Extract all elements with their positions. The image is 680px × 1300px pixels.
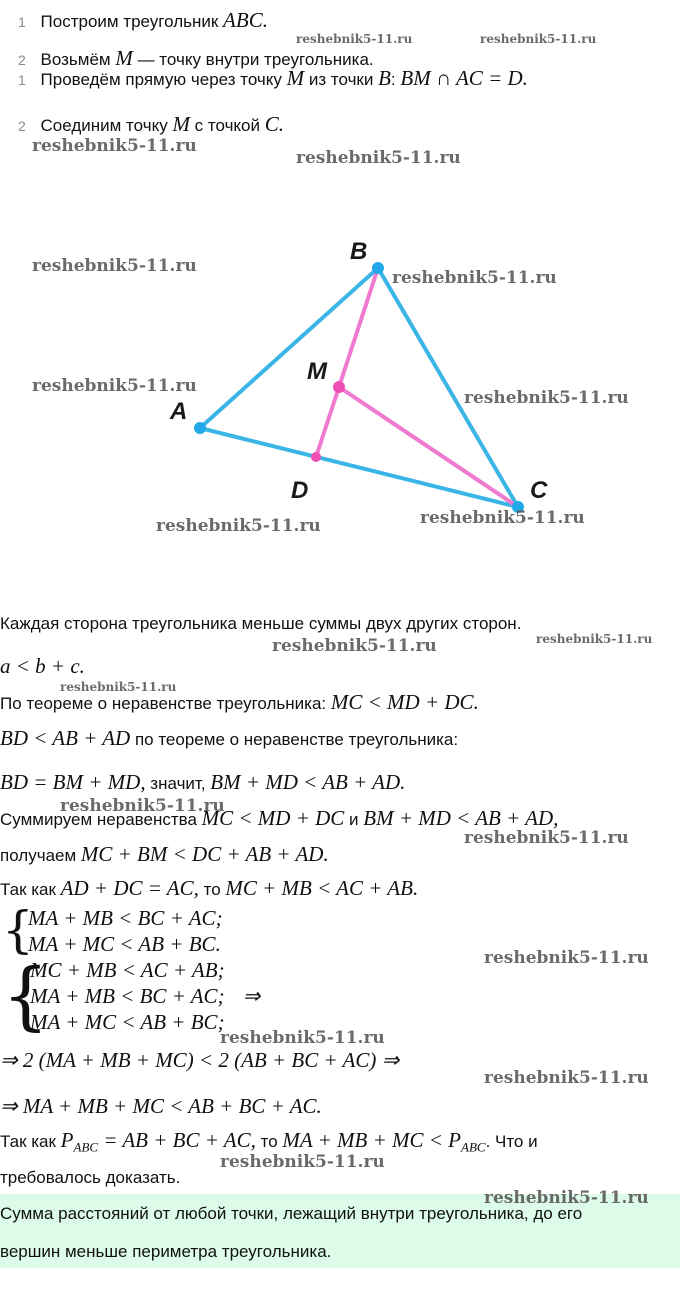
text: Суммируем неравенства — [0, 810, 202, 829]
text-line-4 — [0, 726, 458, 751]
formula-2: BM + MD < AB + AD, — [363, 806, 559, 830]
text: По теореме о неравенстве треугольника: — [0, 694, 331, 713]
formula: MC + BM < DC + AB + AD. — [80, 842, 329, 866]
watermark: reshebnik5-11.ru — [60, 680, 177, 694]
text-line-10 — [0, 1094, 322, 1119]
text-2: то — [198, 880, 226, 899]
watermark: reshebnik5-11.ru — [392, 268, 557, 288]
watermark: reshebnik5-11.ru — [272, 636, 437, 656]
text: Так как — [0, 880, 61, 899]
step-text: Проведём прямую через точку — [40, 70, 287, 89]
formula-3: MA + MB + MC < P — [282, 1128, 461, 1152]
watermark: reshebnik5-11.ru — [484, 1188, 649, 1208]
text: значит, — [145, 774, 211, 793]
formula-a-b-c — [0, 654, 85, 679]
watermark: reshebnik5-11.ru — [464, 388, 629, 408]
formula-2: = AB + BC + AC, — [98, 1128, 256, 1152]
watermark: reshebnik5-11.ru — [484, 948, 649, 968]
system-2-line-3 — [30, 1010, 225, 1035]
step-math-3: BM ∩ AC = D. — [400, 66, 528, 90]
step-text-2: с точкой — [189, 116, 265, 135]
system-2-line-1 — [30, 958, 225, 983]
step-text: Построим треугольник — [40, 12, 224, 31]
watermark: reshebnik5-11.ru — [420, 508, 585, 528]
system-1-line-1 — [28, 906, 223, 931]
system-1-brace: { — [2, 901, 34, 959]
step-number: 2 — [18, 118, 26, 134]
system-2-line-2 — [30, 984, 260, 1009]
conclusion-line-2: вершин меньше периметра треугольника. — [0, 1242, 332, 1261]
watermark: reshebnik5-11.ru — [484, 1068, 649, 1088]
step-text: Соединим точку — [40, 116, 173, 135]
text: по теореме о неравенстве треугольника: — [130, 730, 459, 749]
system-2-brace: { — [2, 953, 50, 1039]
text: Так как — [0, 1132, 61, 1151]
watermark: reshebnik5-11.ru — [32, 136, 197, 156]
text-line-8 — [0, 876, 418, 901]
text: получаем — [0, 846, 81, 865]
text-2: и — [344, 810, 364, 829]
label-c: C — [530, 477, 548, 504]
text-line-12: требовалось доказать. — [0, 1168, 181, 1187]
formula: MA + MB < BC + AC; — [30, 984, 225, 1008]
label-a: A — [170, 398, 188, 425]
conclusion-line-1: Сумма расстояний от любой точки, лежащий внутри треугольника, до его — [0, 1204, 583, 1223]
watermark: reshebnik5-11.ru — [220, 1028, 385, 1048]
formula: MA + MC < AB + BC. — [28, 932, 221, 956]
text-line-5 — [0, 770, 405, 795]
formula-2: BM + MD < AB + AD. — [210, 770, 406, 794]
point-m — [333, 381, 345, 393]
formula: ⇒ 2 (MA + MB + MC) < 2 (AB + BC + AC) ⇒ — [0, 1048, 400, 1072]
subscript: ABC — [73, 1139, 99, 1155]
formula: a < b + c. — [0, 654, 85, 678]
step-math-2: B — [378, 66, 391, 90]
step-text: Возьмём — [40, 50, 116, 69]
system-1-line-2 — [28, 932, 221, 957]
watermark: reshebnik5-11.ru — [536, 632, 653, 646]
watermark: reshebnik5-11.ru — [296, 32, 413, 46]
side-ac — [200, 428, 518, 507]
formula: MA + MB < BC + AC; — [28, 906, 223, 930]
watermark: reshebnik5-11.ru — [156, 516, 321, 536]
formula: BD < AB + AD — [0, 726, 131, 750]
formula: AD + DC = AC, — [60, 876, 199, 900]
formula: MC < MD + DC — [201, 806, 345, 830]
vertex-a-point — [194, 422, 206, 434]
step-number: 1 — [18, 14, 26, 30]
formula: BD = BM + MD, — [0, 770, 146, 794]
watermark: reshebnik5-11.ru — [296, 148, 461, 168]
formula: MC + MB < AC + AB; — [30, 958, 225, 982]
watermark: reshebnik5-11.ru — [32, 256, 197, 276]
step-text-2: из точки — [304, 70, 379, 89]
formula: P — [60, 1128, 74, 1152]
watermark: reshebnik5-11.ru — [32, 376, 197, 396]
watermark: reshebnik5-11.ru — [220, 1152, 385, 1172]
label-d: D — [291, 477, 309, 504]
subscript-2: ABC — [461, 1139, 486, 1155]
watermark: reshebnik5-11.ru — [60, 796, 225, 816]
point-d — [311, 452, 321, 462]
text-2: то — [255, 1132, 283, 1151]
formula-2: MC + MB < AC + AB. — [225, 876, 419, 900]
formula: MA + MC < AB + BC; — [30, 1010, 225, 1034]
step-text-3: : — [390, 70, 401, 89]
text-line-7 — [0, 842, 329, 867]
label-m: M — [307, 358, 327, 385]
text-line-1: Каждая сторона треугольника меньше суммы двух других сторон. — [0, 614, 522, 633]
step-math-2: C. — [264, 112, 285, 136]
formula: MC < MD + DC. — [330, 690, 479, 714]
step-math: ABC. — [223, 8, 268, 32]
text-line-9 — [0, 1048, 399, 1073]
text-end: . Что и — [485, 1132, 538, 1151]
step-math: M — [172, 112, 190, 136]
step-number: 2 — [18, 52, 26, 68]
step-math: M — [286, 66, 305, 90]
step-text-2: — точку внутри треугольника. — [132, 50, 374, 69]
step-math: M — [115, 46, 133, 70]
watermark: reshebnik5-11.ru — [464, 828, 629, 848]
label-b: B — [350, 238, 368, 265]
formula: ⇒ MA + MB + MC < AB + BC + AC. — [0, 1094, 322, 1118]
watermark: reshebnik5-11.ru — [480, 32, 597, 46]
vertex-b-point — [372, 262, 384, 274]
step-number: 1 — [18, 72, 26, 88]
implies-arrow: ⇒ — [242, 984, 261, 1008]
